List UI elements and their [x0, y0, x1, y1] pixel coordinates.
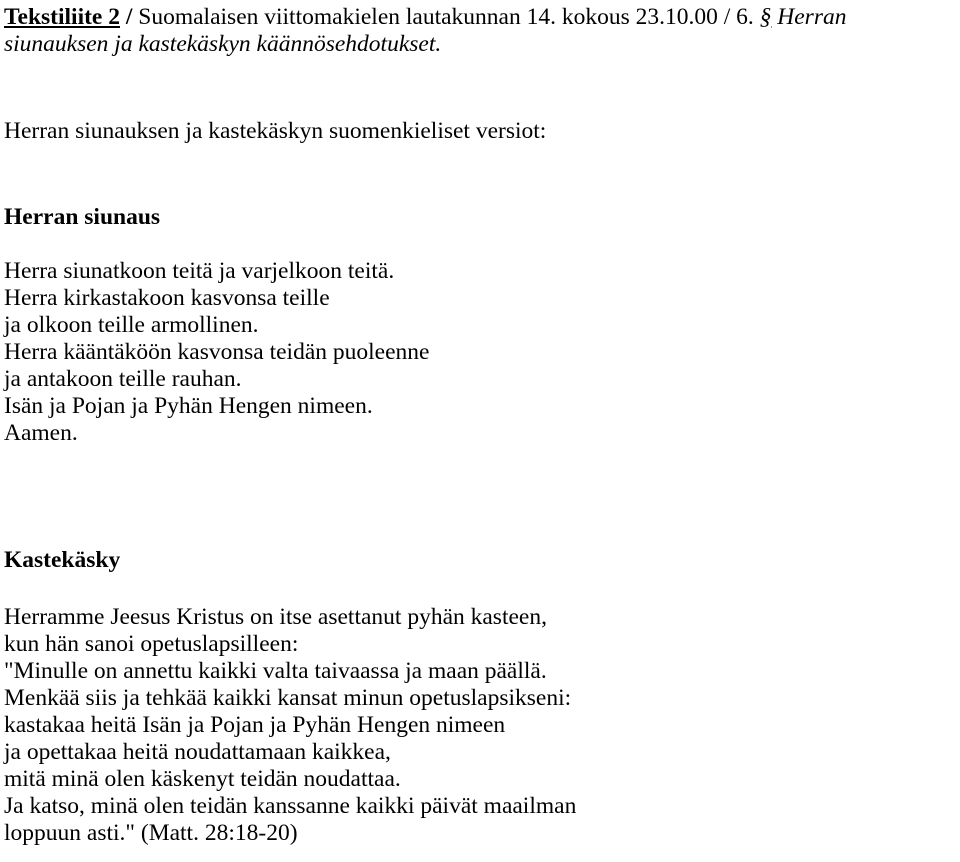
blessing-line: Herra kirkastakoon kasvonsa teille [4, 285, 330, 311]
commission-line: Herramme Jeesus Kristus on itse asettanut pyhän kasteen, [4, 604, 547, 630]
commission-text [4, 604, 576, 847]
header-line-1 [4, 2, 846, 32]
topic-title-part2: siunauksen ja kastekäskyn käännösehdotukset. [4, 31, 442, 57]
blessing-line: Herra kääntäköön kasvonsa teidän puoleenne [4, 339, 430, 365]
commission-line: mitä minä olen käskenyt teidän noudattaa. [4, 766, 401, 792]
attachment-label: Tekstiliite 2 [4, 4, 120, 30]
section-mark: § [759, 4, 772, 30]
commission-line: "Minulle on annettu kaikki valta taivaassa ja maan päällä. [4, 658, 547, 684]
blessing-line: ja olkoon teille armollinen. [4, 312, 259, 338]
intro-text: Herran siunauksen ja kastekäskyn suomenkieliset versiot: [4, 118, 547, 144]
blessing-line: Herra siunatkoon teitä ja varjelkoon teitä. [4, 258, 395, 284]
blessing-line: Isän ja Pojan ja Pyhän Hengen nimeen. [4, 393, 373, 419]
blessing-line: Aamen. [4, 420, 78, 446]
document-header [4, 2, 846, 59]
commission-line: kun hän sanoi opetuslapsilleen: [4, 631, 299, 657]
meeting-reference: Suomalaisen viittomakielen lautakunnan 14. kokous 23.10.00 / 6. [138, 4, 760, 30]
commission-line: Menkää siis ja tehkää kaikki kansat minun opetuslapsikseni: [4, 685, 572, 711]
commission-line: loppuun asti." (Matt. 28:18-20) [4, 820, 298, 846]
commission-line: ja opettakaa heitä noudattamaan kaikkea, [4, 739, 391, 765]
blessing-text [4, 258, 429, 447]
commission-heading: Kastekäsky [4, 547, 121, 573]
header-separator: / [120, 4, 139, 30]
blessing-heading: Herran siunaus [4, 204, 161, 230]
blessing-line: ja antakoon teille rauhan. [4, 366, 242, 392]
commission-line: Ja katso, minä olen teidän kanssanne kaikki päivät maailman [4, 793, 577, 819]
topic-title-part1: Herran [771, 4, 847, 30]
commission-line: kastakaa heitä Isän ja Pojan ja Pyhän Hengen nimeen [4, 712, 506, 738]
